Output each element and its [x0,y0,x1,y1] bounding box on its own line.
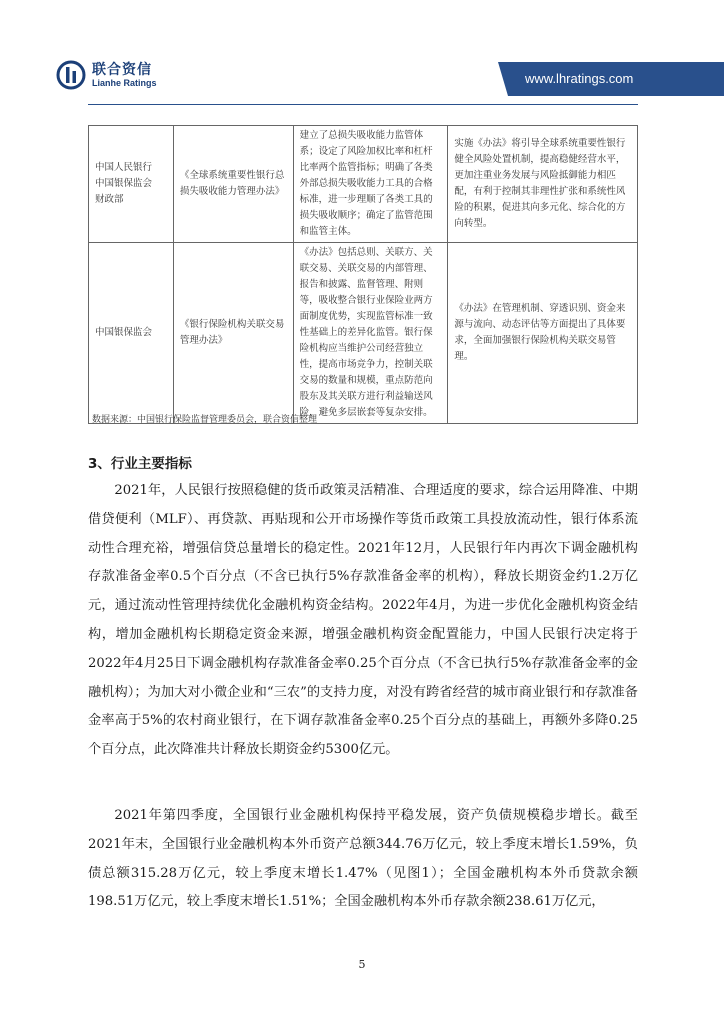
issuer-cell: 中国银保监会 [89,243,174,424]
body-paragraph: 2021年第四季度，全国银行业金融机构保持平稳发展，资产负债规模稳步增长。截至2021年末，全国银行业金融机构本外币资产总额344.76万亿元，较上季度末增长1.59%，负债总额315.28万亿元，较上季度末增长1.47%（见图1）；全国金融机构本外币贷款余额198.51万亿元，较上季度末增长1.51%；全国金融机构本外币存款余额238.61万亿元， [88,808,638,910]
logo-chinese-name: 联合资信 [92,61,152,78]
impact-cell: 实施《办法》将引导全球系统重要性银行健全风险处置机制，提高稳健经营水平，更加注重业务发展与风险抵御能力相匹配，有利于控制其非理性扩张和系统性风险的积累，促进其向多元化、综合化的方向转型。 [448,126,638,243]
content-cell: 《办法》包括总则、关联方、关联交易、关联交易的内部管理、报告和披露、监督管理、附则等，吸收整合银行业保险业两方面制度优势，实现监管标准一致性基础上的差异化监管。银行保险机构应当维护公司经营独立性，提高市场竞争力，控制关联交易的数量和规模，重点防范向股东及其关联方进行利益输送风险，避免多层嵌套等复杂安排。 [293,243,448,424]
impact-cell: 《办法》在管理机制、穿透识别、资金来源与流向、动态评估等方面提出了具体要求，全面加强银行保险机构关联交易管理。 [448,243,638,424]
content-cell: 建立了总损失吸收能力监管体系；设定了风险加权比率和杠杆比率两个监管指标；明确了各类外部总损失吸收能力工具的合格标准，进一步理顺了各类工具的损失吸收顺序；确定了监管范围和监管主体。 [293,126,448,243]
document-cell: 《银行保险机构关联交易管理办法》 [173,243,293,424]
table-row [89,126,638,243]
page-number: 5 [358,958,366,971]
body-paragraph: 2021年，人民银行按照稳健的货币政策灵活精准、合理适度的要求，综合运用降准、中期借贷便利（MLF）、再贷款、再贴现和公开市场操作等货币政策工具投放流动性，银行体系流动性合理充裕，增强信贷总量增长的稳定性。2021年12月，人民银行年内再次下调金融机构存款准备金率0.5个百分点（不含已执行5%存款准备金率的机构），释放长期资金约1.2万亿元，通过流动性管理持续优化金融机构资金结构。2022年4月，为进一步优化金融机构资金结构，增加金融机构长期稳定资金来源，增强金融机构资金配置能力，中国人民银行决定将于2022年4月25日下调金融机构存款准备金率0.25个百分点（不含已执行5%存款准备金率的金融机构）；为加大对小微企业和“三农”的支持力度，对没有跨省经营的城市商业银行和存款准备金率高于5%的农村商业银行，在下调存款准备金率0.25个百分点的基础上，再额外多降0.25个百分点，此次降准共计释放长期资金约5300亿元。 [88,483,638,758]
lianhe-logo-icon [56,60,86,90]
table-row [89,243,638,424]
company-logo [56,60,157,90]
header-divider [88,104,638,105]
logo-english-name: Lianhe Ratings [92,77,157,88]
issuer-cell: 中国人民银行 中国银保监会 财政部 [89,126,174,243]
website-link[interactable]: www.lhratings.com [525,71,634,86]
header-banner-fold [498,62,508,96]
section-heading: 3、行业主要指标 [88,456,192,472]
regulation-table [88,125,638,424]
document-cell: 《全球系统重要性银行总损失吸收能力管理办法》 [173,126,293,243]
source-note: 数据来源：中国银行保险监督管理委员会，联合资信整理 [92,415,318,425]
